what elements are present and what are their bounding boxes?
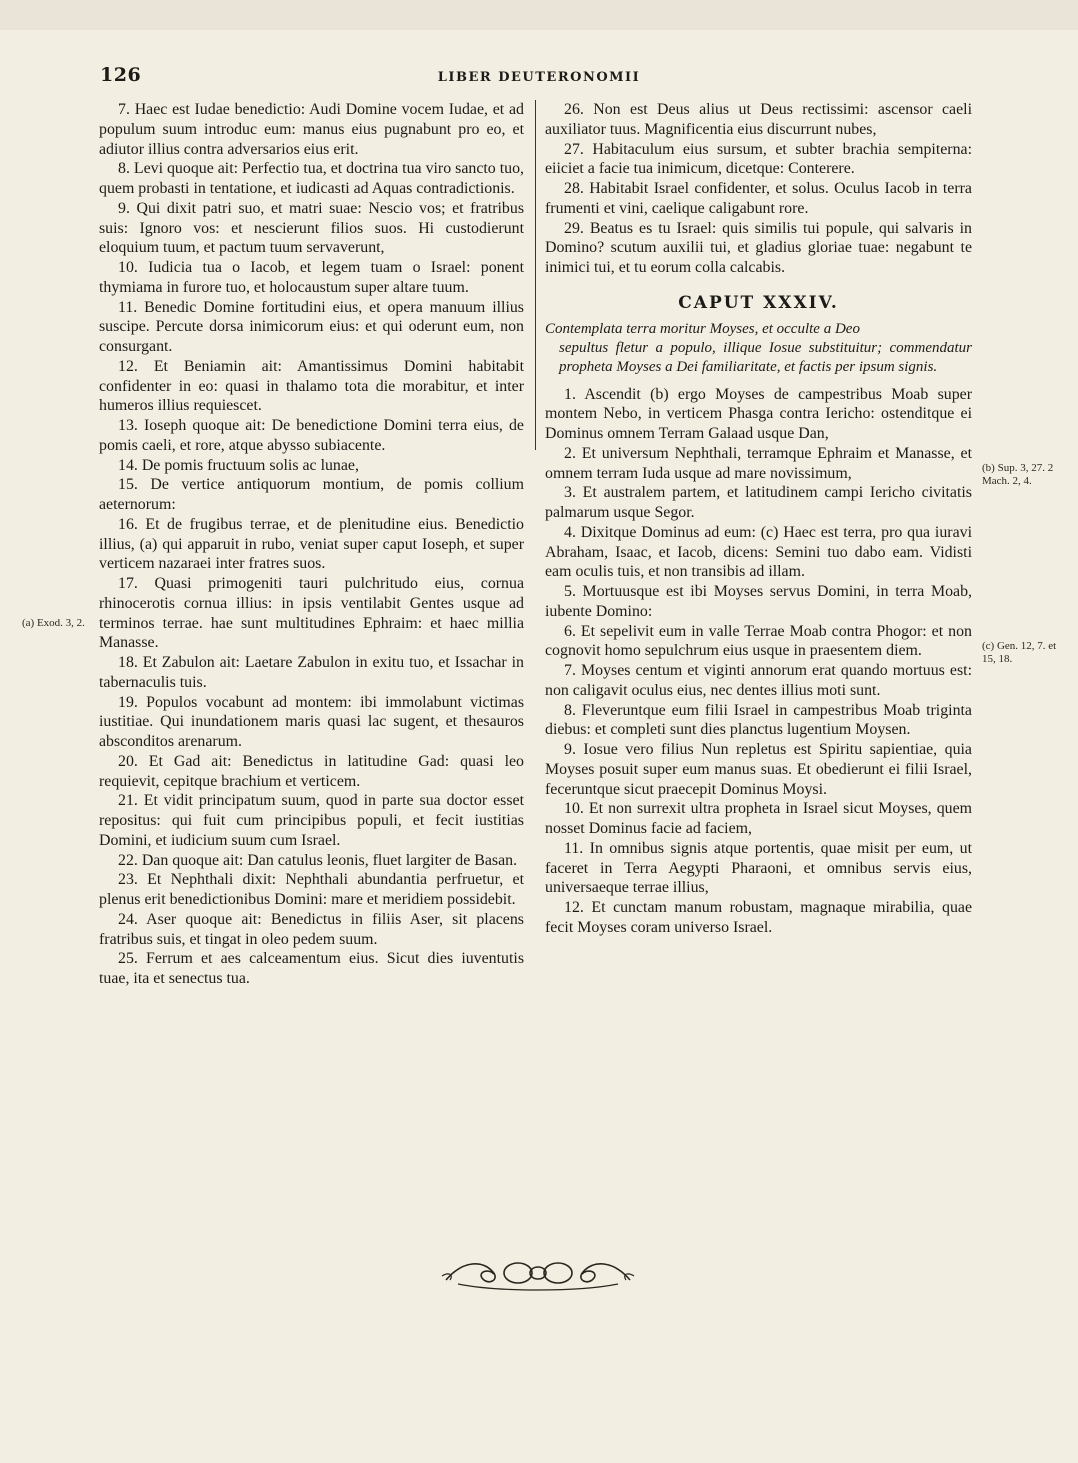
verse: 7. Haec est Iudae benedictio: Audi Domine vocem Iudae, et ad populum suum introduc eum: manus eius pugnabunt pro eo, et adiutor illius contra adversarios eius erit. bbox=[99, 101, 524, 158]
verse: 10. Et non surrexit ultra propheta in Israel sicut Moyses, quem nosset Dominus facie ad faciem, bbox=[545, 800, 972, 837]
verse: 17. Quasi primogeniti tauri pulchritudo eius, cornua rhinocerotis cornua illius: in ipsis ventilabit Gentes usque ad terminos terrae. hae sunt multitudines Ephraim: et haec millia Manasse. bbox=[99, 575, 524, 652]
verse: 24. Aser quoque ait: Benedictus in filiis Aser, sit placens fratribus suis, et tingat in oleo pedem suum. bbox=[99, 910, 524, 948]
chapter-summary bbox=[545, 320, 972, 377]
verse: 7. Moyses centum et viginti annorum erat quando mortuus est: non caligavit oculus eius, nec dentes illius moti sunt. bbox=[545, 662, 972, 699]
chapter-heading: CAPUT XXXIV. bbox=[678, 292, 839, 313]
right-column bbox=[545, 100, 972, 938]
tailpiece-ornament-icon bbox=[438, 1250, 638, 1296]
verse: 11. In omnibus signis atque portentis, quae misit per eum, ut faceret in Terra Aegypti Pharaoni, et omnibus servis eius, universaeque terrae illius, bbox=[545, 839, 972, 897]
running-title: LIBER DEUTERONOMII bbox=[437, 70, 641, 85]
verse: 10. Iudicia tua o Iacob, et legem tuam o Israel: ponent thymiama in furore tuo, et holocaustum super altare tuum. bbox=[99, 259, 524, 296]
verse: 28. Habitabit Israel confidenter, et solus. Oculus Iacob in terra frumenti et vini, caelique caligabunt rore. bbox=[545, 180, 972, 217]
verse: 8. Levi quoque ait: Perfectio tua, et doctrina tua viro sancto tuo, quem probasti in tentatione, et iudicasti ad Aquas contradictionis. bbox=[99, 160, 524, 197]
margin-note-c: (c) Gen. 12, 7. et 15, 18. bbox=[982, 640, 1057, 665]
verse: 16. Et de frugibus terrae, et de plenitudine eius. Benedictio illius, (a) qui apparuit in rubo, veniat super caput Ioseph, et super verticem nazaraei inter fratres suos. bbox=[99, 515, 524, 573]
verse: 12. Et cunctam manum robustam, magnaque mirabilia, quae fecit Moyses coram universo Israel. bbox=[545, 899, 972, 936]
verse: 8. Fleveruntque eum filii Israel in campestribus Moab triginta diebus: et completi sunt dies planctus lugentium Moysen. bbox=[545, 701, 972, 739]
column-divider bbox=[535, 100, 536, 450]
verse: 1. Ascendit (b) ergo Moyses de campestribus Moab super montem Nebo, in verticem Phasga contra Iericho: ostenditque ei Dominus omnem Terram Galaad usque Dan, bbox=[545, 385, 972, 442]
verse: 9. Iosue vero filius Nun repletus est Spiritu sapientiae, quia Moyses posuit super eum manus suas. Et obedierunt ei filii Israel, feceruntque sicut praecepit Dominus Moysi. bbox=[545, 741, 972, 798]
verse: 19. Populos vocabunt ad montem: ibi immolabunt victimas iustitiae. Qui inundationem maris quasi lac sugent, et thesauros absconditos arenarum. bbox=[99, 693, 524, 750]
verse: 4. Dixitque Dominus ad eum: (c) Haec est terra, pro qua iuravi Abraham, Isaac, et Iacob, dicens: Semini tuo dabo eam. Vidisti eam oculis tuis, et non transibis ad illam. bbox=[545, 523, 972, 581]
chapter-summary-rest: sepultus fletur a populo, illique Iosue substituitur; commendatur propheta Moyses a Dei familiaritate, et factis per ipsum signis. bbox=[559, 339, 972, 375]
margin-note-a: (a) Exod. 3, 2. bbox=[22, 617, 85, 629]
margin-note-b: (b) Sup. 3, 27. 2 Mach. 2, 4. bbox=[982, 462, 1054, 487]
verse: 11. Benedic Domine fortitudini eius, et opera manuum illius suscipe. Percute dorsa inimicorum eius: et qui oderunt eum, non consurgant. bbox=[99, 298, 524, 355]
verse: 22. Dan quoque ait: Dan catulus leonis, fluet largiter de Basan. bbox=[118, 851, 518, 869]
verse: 13. Ioseph quoque ait: De benedictione Domini terra eius, de pomis caeli, et rore, atque abysso subiacente. bbox=[99, 417, 524, 454]
verse: 9. Qui dixit patri suo, et matri suae: Nescio vos; et fratribus suis: Ignoro vos: et nescierunt filios suos. Hi custodierunt eloquium tuum, et pactum tuum servaverunt, bbox=[99, 199, 524, 257]
verse: 21. Et vidit principatum suum, quod in parte sua doctor esset repositus: qui fuit cum principibus populi, et fecit iustitias Domini, et iudicium suum cum Israel. bbox=[99, 792, 524, 849]
verse: 20. Et Gad ait: Benedictus in latitudine Gad: quasi leo requievit, cepitque brachium et verticem. bbox=[99, 752, 524, 790]
verse: 23. Et Nephthali dixit: Nephthali abundantia perfruetur, et plenus erit benedictionibus Domini: mare et meridiem possidebit. bbox=[99, 871, 524, 908]
verse: 5. Mortuusque est ibi Moyses servus Domini, in terra Moab, iubente Domino: bbox=[545, 583, 972, 620]
page-number: 126 bbox=[100, 64, 142, 86]
verse: 18. Et Zabulon ait: Laetare Zabulon in exitu tuo, et Issachar in tabernaculis tuis. bbox=[99, 654, 524, 691]
verse: 6. Et sepelivit eum in valle Terrae Moab contra Phogor: et non cognovit homo sepulchrum eius usque in praesentem diem. bbox=[545, 622, 972, 660]
verse: 25. Ferrum et aes calceamentum eius. Sicut dies iuventutis tuae, ita et senectus tua. bbox=[99, 950, 524, 987]
page-top-edge bbox=[0, 0, 1078, 30]
verse: 14. De pomis fructuum solis ac lunae, bbox=[118, 456, 359, 474]
verse: 27. Habitaculum eius sursum, et subter brachia sempiterna: eiiciet a facie tua inimicum, dicetque: Conterere. bbox=[545, 140, 972, 178]
verse: 2. Et universum Nephthali, terramque Ephraim et Manasse, et omnem terram Iuda usque ad mare novissimum, bbox=[545, 444, 972, 482]
verse: 26. Non est Deus alius ut Deus rectissimi: ascensor caeli auxiliator tuus. Magnificentia eius discurrunt nubes, bbox=[545, 101, 972, 138]
verse: 29. Beatus es tu Israel: quis similis tui popule, qui salvaris in Domino? scutum auxilii tui, et gladius gloriae tuae: negabunt te inimici tui, et tu eorum colla calcabis. bbox=[545, 219, 972, 276]
verse: 3. Et australem partem, et latitudinem campi Iericho civitatis palmarum usque Segor. bbox=[545, 484, 972, 521]
verse: 15. De vertice antiquorum montium, de pomis collium aeternorum: bbox=[99, 476, 524, 513]
chapter-summary-first-line: Contemplata terra moritur Moyses, et occulte a Deo bbox=[545, 320, 860, 337]
left-column bbox=[99, 100, 524, 989]
verse: 12. Et Beniamin ait: Amantissimus Domini habitabit confidenter in eo: quasi in thalamo tota die morabitur, et inter humeros illius requiescet. bbox=[99, 357, 524, 415]
